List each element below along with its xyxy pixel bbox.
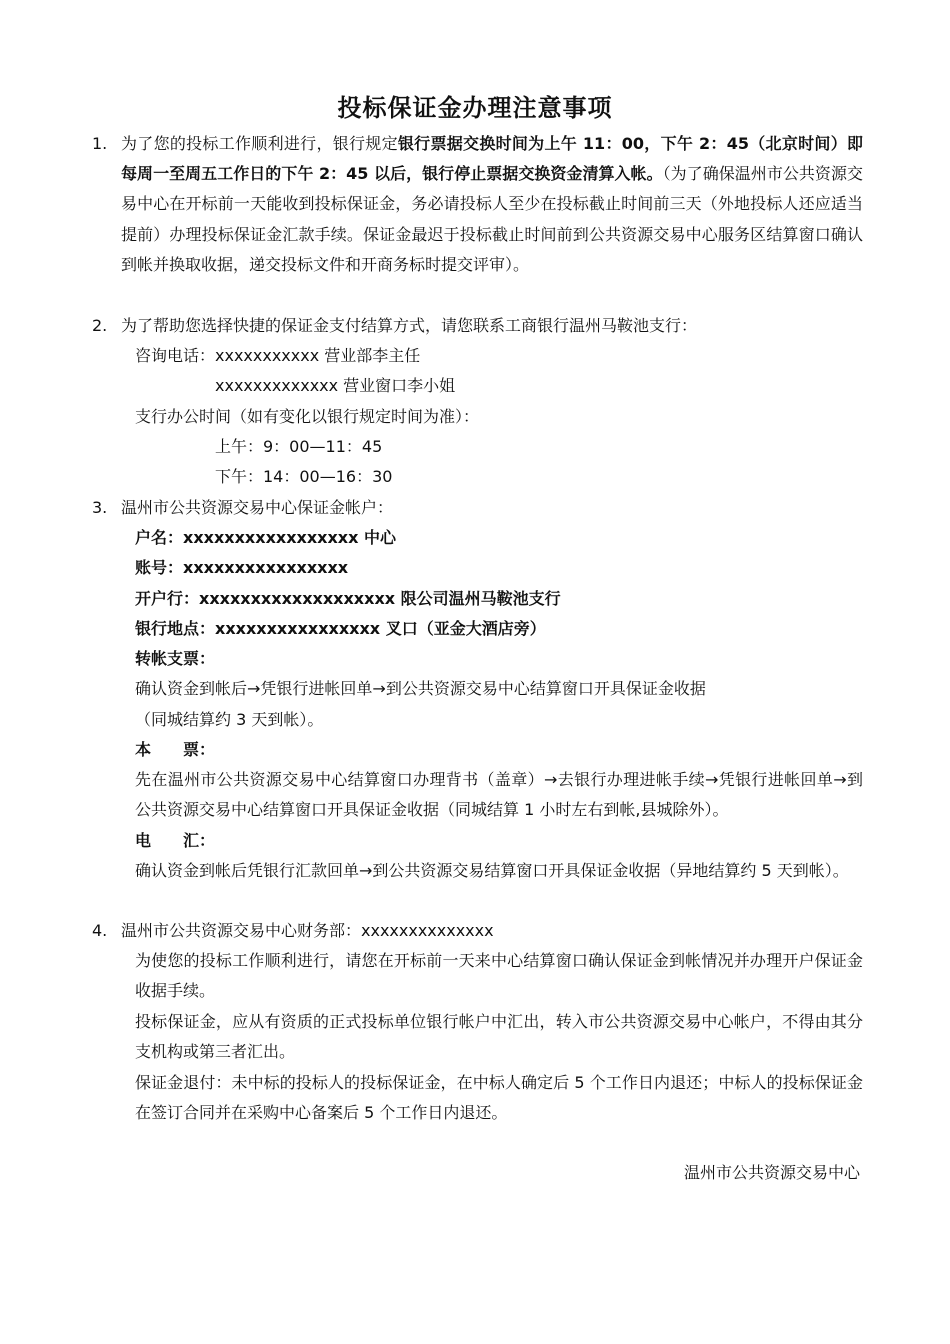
section-1-lead: 为了您的投标工作顺利进行，银行规定 [121, 134, 398, 153]
consult-phone-row [135, 341, 420, 371]
section-1-bold-rule: 银行票据交换时间为上午 11：00，下午 2：45（北京时间）即每周一至周五工作日的下午 2：45 以后，银行停止票据交换资金清算入帐。 [121, 134, 863, 184]
section-1-paragraph [121, 129, 863, 280]
consult-phone-label: 咨询电话： [135, 346, 216, 365]
section-4-intro: 温州市公共资源交易中心财务部：xxxxxxxxxxxxxx [121, 921, 494, 940]
bank-draft-label: 本 票： [135, 740, 216, 759]
office-hours-label: 支行办公时间（如有变化以银行规定时间为准）： [135, 407, 480, 426]
transfer-check-label: 转帐支票： [135, 649, 216, 668]
section-3-number: 3. [92, 498, 108, 517]
office-hours-am: 上午：9：00—11：45 [215, 437, 383, 456]
bank-location: 银行地点：xxxxxxxxxxxxxxxx 叉口（亚金大酒店旁） [135, 619, 546, 638]
account-number: 账号：xxxxxxxxxxxxxxxx [135, 558, 349, 577]
section-2-intro: 为了帮助您选择快捷的保证金支付结算方式，请您联系工商银行温州马鞍池支行： [121, 316, 698, 335]
section-1-number: 1. [92, 134, 108, 153]
account-name: 户名：xxxxxxxxxxxxxxxxx 中心 [135, 528, 397, 547]
section-4-paragraph-3: 保证金退付：未中标的投标人的投标保证金，在中标人确定后 5 个工作日内退还；中标人的投标保证金在签订合同并在采购中心备案后 5 个工作日内退还。 [135, 1073, 863, 1123]
transfer-check-note: （同城结算约 3 天到帐）。 [135, 710, 324, 729]
issuer-signature: 温州市公共资源交易中心 [683, 1163, 860, 1182]
transfer-check-steps: 确认资金到帐后→凭银行进帐回单→到公共资源交易中心结算窗口开具保证金收据 [135, 679, 706, 698]
consult-phone-1: xxxxxxxxxxx 营业部李主任 [215, 346, 421, 365]
opening-bank: 开户行：xxxxxxxxxxxxxxxxxxx 限公司温州马鞍池支行 [135, 589, 561, 608]
wire-transfer-label: 电 汇： [135, 831, 216, 850]
wire-transfer-steps: 确认资金到帐后凭银行汇款回单→到公共资源交易结算窗口开具保证金收据（异地结算约 5 天到帐）。 [135, 861, 849, 880]
section-4-paragraph-2: 投标保证金，应从有资质的正式投标单位银行帐户中汇出，转入市公共资源交易中心帐户，不得由其分支机构或第三者汇出。 [135, 1012, 863, 1062]
section-4-paragraph-1: 为使您的投标工作顺利进行，请您在开标前一天来中心结算窗口确认保证金到帐情况并办理开户保证金收据手续。 [135, 951, 863, 1001]
document-title: 投标保证金办理注意事项 [337, 94, 613, 122]
section-3-intro: 温州市公共资源交易中心保证金帐户： [121, 498, 394, 517]
section-2-number: 2. [92, 316, 108, 335]
consult-phone-2: xxxxxxxxxxxxx 营业窗口李小姐 [215, 376, 456, 395]
section-4-number: 4. [92, 921, 108, 940]
bank-draft-steps: 先在温州市公共资源交易中心结算窗口办理背书（盖章）→去银行办理进帐手续→凭银行进帐回单→到公共资源交易中心结算窗口开具保证金收据（同城结算 1 小时左右到帐,县城除外）。 [135, 770, 863, 820]
section-1-tail: （为了确保温州市公共资源交易中心在开标前一天能收到投标保证金，务必请投标人至少在投标截止时间前三天（外地投标人还应适当提前）办理投标保证金汇款手续。保证金最迟于投标截止时间前到公共资源交易中心服务区结算窗口确认到帐并换取收据，递交投标文件和开商务标时提交评审）。 [121, 164, 863, 274]
office-hours-pm: 下午：14：00—16：30 [215, 467, 393, 486]
